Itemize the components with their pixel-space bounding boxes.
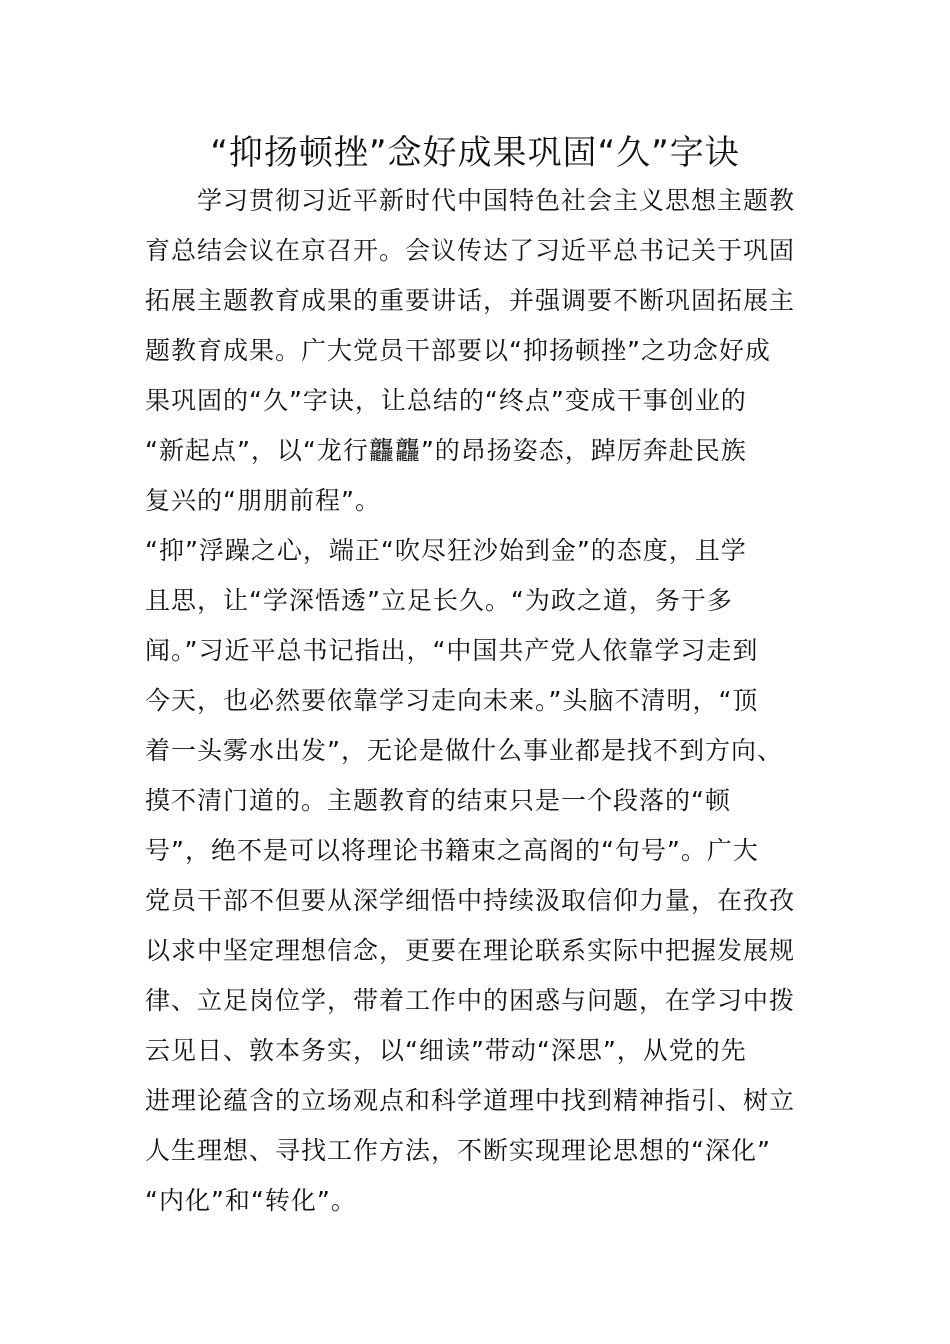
body-line: 育总结会议在京召开。会议传达了习近平总书记关于巩固 — [145, 236, 796, 265]
body-line: 云见日、敦本务实，以“细读”带动“深思”，从党的先 — [145, 1036, 747, 1065]
body-line: 进理论蕴含的立场观点和科学道理中找到精神指引、树立 — [145, 1086, 796, 1115]
body-line: 果巩固的“久”字诀，让总结的“终点”变成干事创业的 — [145, 386, 747, 415]
body-line: 律、立足岗位学，带着工作中的困惑与问题，在学习中拨 — [145, 986, 796, 1015]
document-title: “抑扬顿挫”念好成果巩固“久”字诀 — [210, 133, 740, 173]
body-line: “新起点”，以“龙行龘龘”的昂扬姿态，踔厉奔赴民族 — [145, 436, 747, 465]
body-line: 复兴的“朋朋前程”。 — [145, 486, 381, 515]
body-line: 且思，让“学深悟透”立足长久。“为政之道，务于多 — [145, 586, 733, 615]
body-line: 摸不清门道的。主题教育的结束只是一个段落的“顿 — [145, 786, 731, 815]
body-line: 拓展主题教育成果的重要讲话，并强调要不断巩固拓展主 — [145, 286, 796, 315]
body-line: 人生理想、寻找工作方法，不断实现理论思想的“深化” — [145, 1136, 771, 1165]
body-line: 着一头雾水出发”，无论是做什么事业都是找不到方向、 — [145, 736, 783, 765]
body-line: 号”，绝不是可以将理论书籍束之高阁的“句号”。广大 — [145, 836, 759, 865]
body-line: 以求中坚定理想信念，更要在理论联系实际中把握发展规 — [145, 936, 796, 965]
body-line: 闻。”习近平总书记指出，“中国共产党人依靠学习走到 — [145, 636, 759, 665]
body-line: 党员干部不但要从深学细悟中持续汲取信仰力量，在孜孜 — [145, 886, 796, 915]
body-line: “内化”和“转化”。 — [145, 1186, 357, 1215]
body-line: 题教育成果。广大党员干部要以“抑扬顿挫”之功念好成 — [145, 336, 771, 365]
body-line: 今天，也必然要依靠学习走向未来。”头脑不清明，“顶 — [145, 686, 759, 715]
body-line: “抑”浮躁之心，端正“吹尽狂沙始到金”的态度，且学 — [145, 536, 747, 565]
body-line: 学习贯彻习近平新时代中国特色社会主义思想主题教 — [145, 186, 796, 215]
document-body — [145, 176, 810, 1226]
